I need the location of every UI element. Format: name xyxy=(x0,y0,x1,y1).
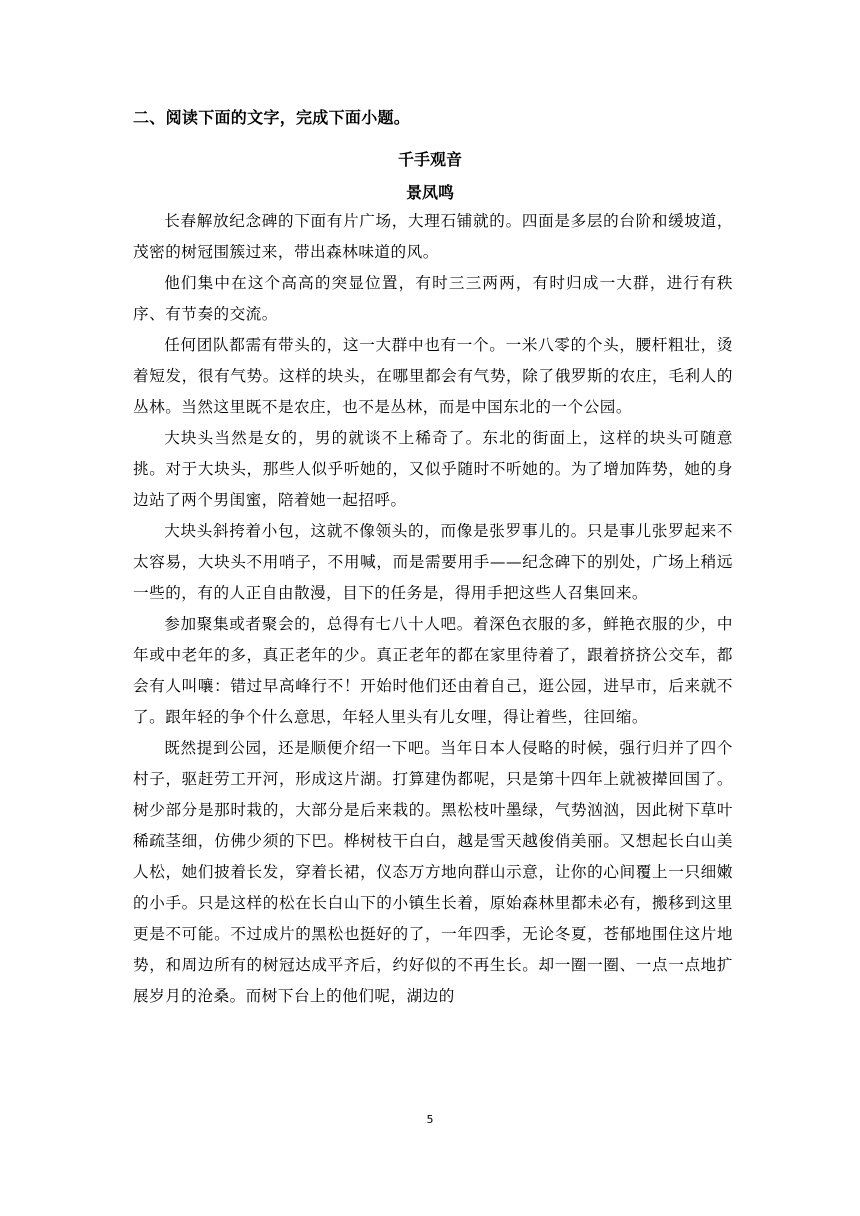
paragraph: 长春解放纪念碑的下面有片广场，大理石铺就的。四面是多层的台阶和缓坡道，茂密的树冠围簇过来，带出森林味道的风。 xyxy=(133,212,733,261)
article-title: 千手观音 xyxy=(397,150,462,169)
paragraph: 任何团队都需有带头的，这一大群中也有一个。一米八零的个头，腰杆粗壮，烫着短发，很有气势。这样的块头，在哪里都会有气势，除了俄罗斯的农庄，毛利人的丛林。当然这里既不是农庄，也不是丛林，而是中国东北的一个公园。 xyxy=(133,336,733,416)
paragraph: 参加聚集或者聚会的，总得有七八十人吧。着深色衣服的多，鲜艳衣服的少，中年或中老年的多，真正老年的少。真正老年的都在家里待着了，跟着挤挤公交车，都会有人叫嚷：错过早高峰行不！开始时他们还由着自己，逛公园，进早市，后来就不了。跟年轻的争个什么意思，年轻人里头有儿女哩，得让着些，往回缩。 xyxy=(133,615,733,726)
section-heading: 二、阅读下面的文字，完成下面小题。 xyxy=(133,108,411,127)
page-number: 5 xyxy=(426,1113,434,1126)
paragraph: 他们集中在这个高高的突显位置，有时三三两两，有时归成一大群，进行有秩序、有节奏的交流。 xyxy=(133,274,733,323)
article-author: 景凤鸣 xyxy=(405,183,454,202)
paragraph: 大块头斜挎着小包，这就不像领头的，而像是张罗事儿的。只是事儿张罗起来不太容易，大块头不用哨子，不用喊，而是需要用手——纪念碑下的别处，广场上稍远一些的，有的人正自由散漫，目下的任务是，得用手把这些人召集回来。 xyxy=(133,522,733,602)
article-body xyxy=(133,206,733,1012)
paragraph: 既然提到公园，还是顺便介绍一下吧。当年日本人侵略的时候，强行归并了四个村子，驱赶劳工开河，形成这片湖。打算建伪都呢，只是第十四年上就被撵回国了。树少部分是那时栽的，大部分是后来栽的。黑松枝叶墨绿，气势汹汹，因此树下草叶稀疏茎细，仿佛少须的下巴。桦树枝干白白，越是雪天越俊俏美丽。又想起长白山美人松，她们披着长发，穿着长裙，仪态万方地向群山示意，让你的心间覆上一只细嫩的小手。只是这样的松在长白山下的小镇生长着，原始森林里都未必有，搬移到这里更是不可能。不过成片的黑松也挺好的了，一年四季，无论冬夏，苍郁地围住这片地势，和周边所有的树冠达成平齐后，约好似的不再生长。却一圈一圈、一点一点地扩展岁月的沧桑。而树下台上的他们呢，湖边的 xyxy=(133,739,733,1005)
paragraph: 大块头当然是女的，男的就谈不上稀奇了。东北的街面上，这样的块头可随意挑。对于大块头，那些人似乎听她的，又似乎随时不听她的。为了增加阵势，她的身边站了两个男闺蜜，陪着她一起招呼。 xyxy=(133,429,733,509)
